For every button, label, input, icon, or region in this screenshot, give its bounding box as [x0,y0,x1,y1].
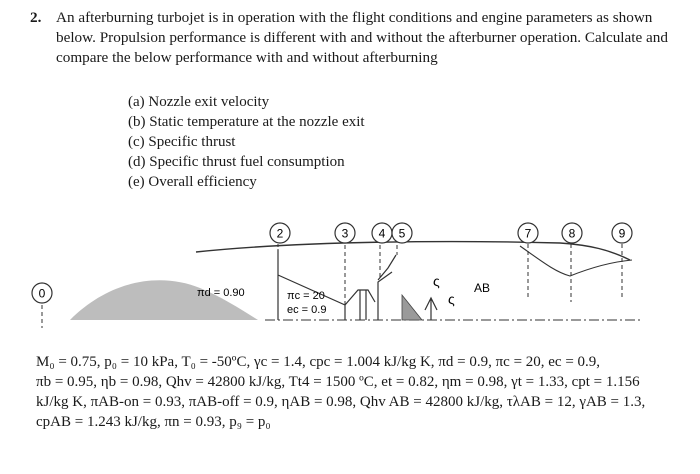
ab-label: AB [474,281,491,295]
pi-d-label: πd = 0.90 [197,287,245,299]
svg-text:7: 7 [524,226,532,241]
flame-holder [402,295,422,320]
station-3-marker [335,223,355,243]
flame-glyph-upper: ς [433,273,440,289]
spray-bar [425,298,437,320]
e-c-label: ec = 0.9 [287,304,327,316]
engine-diagram [0,210,700,335]
problem-statement: An afterburning turbojet is in operation with the flight conditions and engine parameters as shown below. Propulsion performance is different with and without the afterburner operation. Calculate and compare the below performance with and without afterburning [56,9,668,66]
part-a: (a) Nozzle exit velocity [128,94,270,110]
nozzle-contour [520,246,632,276]
svg-text:0: 0 [38,286,46,301]
svg-text:3: 3 [341,226,349,241]
part-c: (c) Specific thrust [128,134,236,150]
pi-c-label: πc = 20 [287,290,325,302]
station-5-marker [392,223,412,243]
part-d: (d) Specific thrust fuel consumption [128,154,345,170]
given-parameters [36,352,676,432]
parts-list [128,92,365,192]
station-4-marker [372,223,392,243]
svg-text:4: 4 [378,226,386,241]
part-e: (e) Overall efficiency [128,174,257,190]
station-2-marker [270,223,290,243]
combustor-outline [345,290,375,320]
svg-text:8: 8 [568,226,576,241]
station-0-marker [32,283,52,303]
problem-number: 2. [30,9,42,26]
svg-text:2: 2 [276,226,284,241]
given-line-1: M₀ = 0.75, p₀ = 10 kPa, T₀ = -50ºC, γc = 1.4, cpc = 1.004 kJ/kg K, πd = 0.9, πc = 20, ec = 0.9, [36,354,601,370]
svg-text:5: 5 [398,226,406,241]
part-b: (b) Static temperature at the nozzle exit [128,114,365,130]
station-8-marker [562,223,582,243]
given-line-4: cpAB = 1.243 kJ/kg, πn = 0.93, p₉ = p₀ [36,414,271,430]
given-line-3: kJ/kg K, πAB-on = 0.93, πAB-off = 0.9, ηAB = 0.98, Qhv AB = 42800 kJ/kg, τλAB = 12, γAB = 1.3, [36,394,646,410]
turbine-outline [378,255,396,320]
station-7-marker [518,223,538,243]
flame-glyph-lower: ς [448,291,455,307]
svg-text:9: 9 [618,226,626,241]
problem-text [30,8,670,68]
given-line-2: πb = 0.95, ηb = 0.98, Qhv = 42800 kJ/kg, Tt4 = 1500 ºC, et = 0.82, ηm = 0.98, γt = 1.33, cpt = 1.156 [36,374,640,390]
station-9-marker [612,223,632,243]
outer-casing [196,242,630,260]
